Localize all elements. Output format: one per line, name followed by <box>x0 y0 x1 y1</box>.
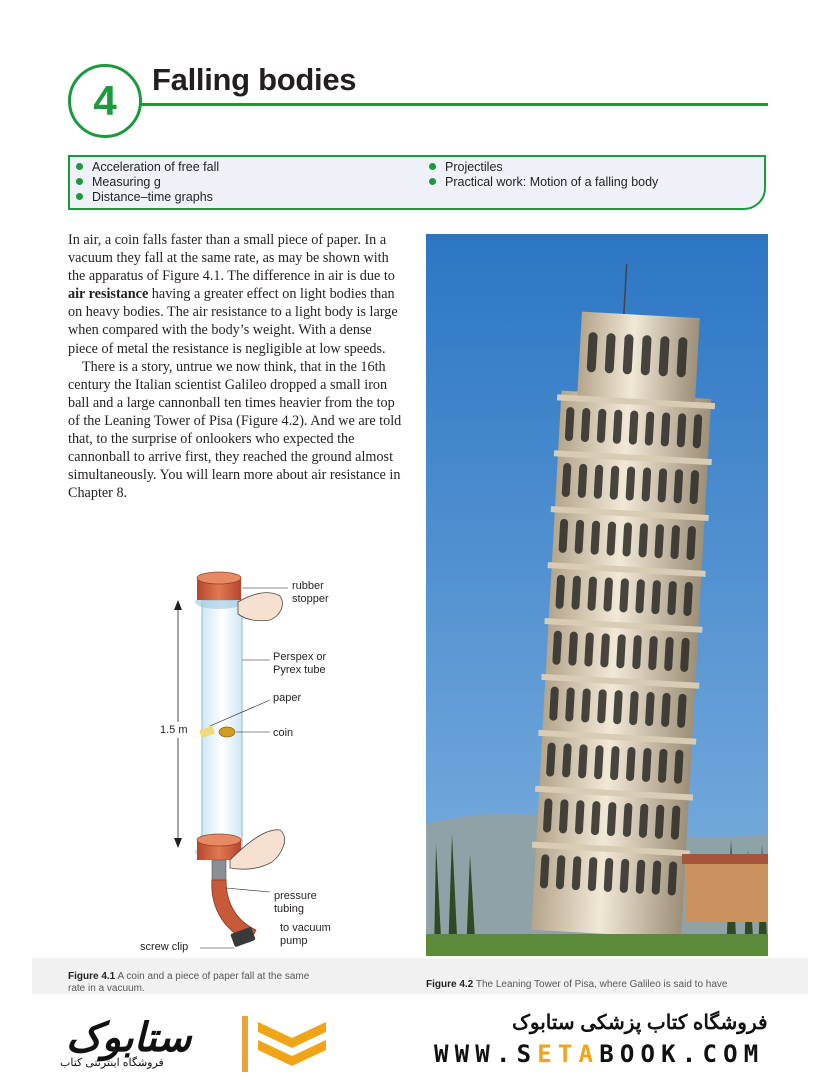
chapter-title: Falling bodies <box>152 62 357 97</box>
key-term: air resistance <box>68 286 149 303</box>
vacuum-tube-diagram <box>130 570 370 960</box>
label-vacuum-pump <box>280 922 331 948</box>
leaning-tower-photo <box>426 234 768 956</box>
figure-4-2-caption <box>426 979 768 991</box>
shop-title: فروشگاه کتاب پزشکی ستابوک <box>512 1012 768 1034</box>
topic-item <box>76 175 161 190</box>
label-line: to vacuum <box>280 922 331 934</box>
topic-item <box>429 160 503 175</box>
label-line: stopper <box>292 593 329 605</box>
topic-label: Practical work: Motion of a falling body <box>445 175 659 189</box>
setabook-logo-subtitle: فروشگاه اینترنتی کتاب <box>60 1057 164 1069</box>
bullet-icon <box>76 193 83 200</box>
topic-item <box>429 175 658 190</box>
topic-label: Acceleration of free fall <box>92 160 220 174</box>
glass-tube <box>202 600 242 850</box>
url-part: ETA <box>537 1040 600 1068</box>
topic-label: Distance–time graphs <box>92 190 213 204</box>
label-pressure-tubing <box>274 890 317 916</box>
chapter-title-rule <box>140 103 768 106</box>
text-run: having a greater effect on light bodies than on heavy bodies. The air resistance to a light body is large when compared with the body’s weight. With a dense piece of metal the resistance is negligible at low speeds. <box>68 286 398 357</box>
chapter-topics-box <box>68 155 766 210</box>
label-paper: paper <box>273 692 302 704</box>
text-run: In air, a coin falls faster than a small piece of paper. In a vacuum they fall at the same rate, as may be shown with the apparatus of Figure 4.1. The difference in air is due to <box>68 232 395 285</box>
paragraph: There is a story, untrue we now think, that in the 16th century the Italian scientist Galileo dropped a small iron ball and a large cannonball ten times heavier from the top of the Leaning Tower of Pisa (Figure 4.2). And we are told that, to the surprise of onlookers who expected the cannonball to arrive first, they reached the ground almost simultaneously. You will learn more about air resistance in Chapter 8. <box>68 358 402 502</box>
label-line: pressure <box>274 890 317 902</box>
setabook-logo-icon <box>242 1016 326 1072</box>
label-rubber-stopper <box>292 580 329 606</box>
caption-text: The Leaning Tower of Pisa, where Galileo is said to have <box>475 979 728 990</box>
topic-item <box>76 190 213 205</box>
label-tube <box>273 651 326 677</box>
bullet-icon <box>76 163 83 170</box>
label-line: rubber <box>292 580 324 592</box>
figure-4-1-caption <box>68 971 368 995</box>
label-height: 1.5 m <box>160 724 188 736</box>
caption-text: A coin and a piece of paper fall at the same <box>117 971 310 982</box>
label-coin: coin <box>273 727 294 739</box>
url-part: WWW.S <box>434 1040 538 1068</box>
label-line: tubing <box>274 903 304 915</box>
bullet-icon <box>429 163 436 170</box>
hand-shape <box>238 593 282 621</box>
caption-label: Figure 4.2 <box>426 979 474 990</box>
setabook-logo-text: ستابوک <box>66 1016 192 1060</box>
bullet-icon <box>76 178 83 185</box>
label-line: pump <box>280 935 308 947</box>
label-line: Pyrex tube <box>273 664 326 676</box>
topic-item <box>76 160 219 175</box>
url-part: BOOK.COM <box>599 1040 765 1068</box>
caption-label: Figure 4.1 <box>68 971 116 982</box>
label-line: Perspex or <box>273 651 327 663</box>
shop-url <box>434 1040 764 1068</box>
chapter-number: 4 <box>93 77 117 124</box>
label-screw-clip: screw clip <box>140 941 189 953</box>
coin <box>219 727 235 737</box>
topic-label: Projectiles <box>445 160 503 174</box>
body-text <box>68 231 403 502</box>
caption-text: rate in a vacuum. <box>68 983 145 994</box>
bullet-icon <box>429 178 436 185</box>
topic-label: Measuring g <box>92 175 161 189</box>
paragraph <box>68 231 403 358</box>
